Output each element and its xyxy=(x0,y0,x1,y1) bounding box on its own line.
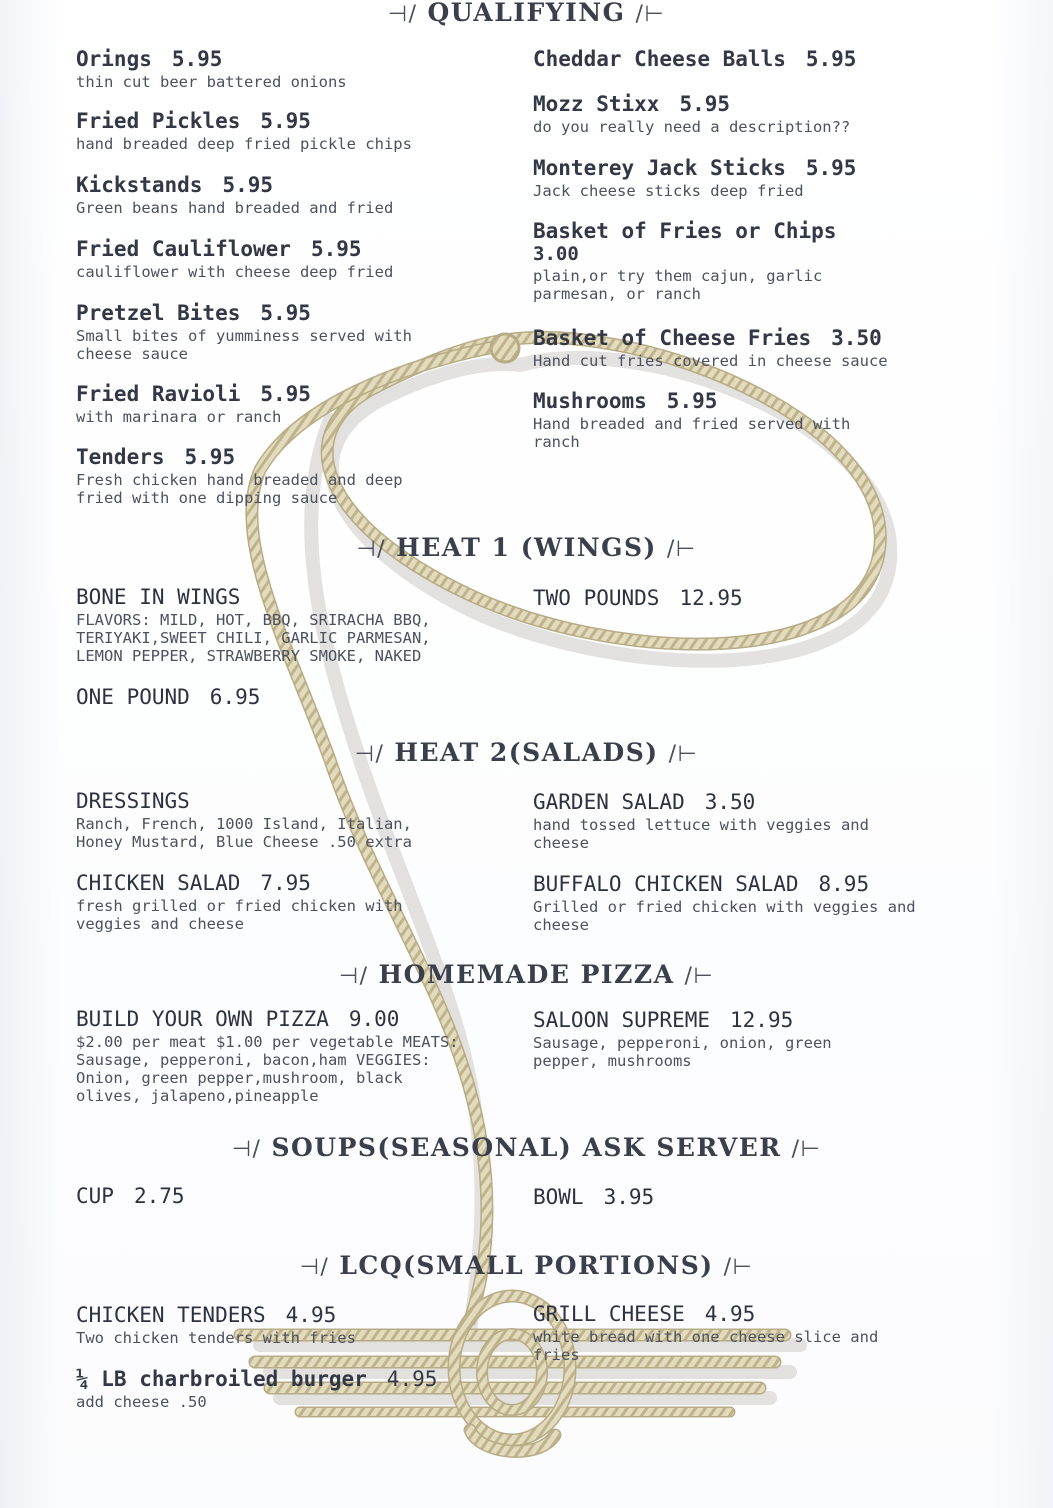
menu-item-burger xyxy=(76,1367,506,1411)
item-description: hand breaded deep fried pickle chips xyxy=(76,135,412,153)
menu-item-mushrooms xyxy=(533,389,903,451)
item-name: Basket of Cheese Fries xyxy=(533,326,812,350)
menu-item-basket-cheese-fries xyxy=(533,326,933,370)
menu-item-saloon-supreme xyxy=(533,1008,893,1070)
item-name: BONE IN WINGS xyxy=(76,585,241,609)
menu-item-grill-cheese xyxy=(533,1302,933,1364)
item-description: $2.00 per meat $1.00 per vegetable MEATS: Sausage, pepperoni, bacon,ham VEGGIES: Onion, green pepper,mushroom, black olives, jalapeno,pineapple xyxy=(76,1033,459,1105)
item-name: BUILD YOUR OWN PIZZA xyxy=(76,1007,329,1031)
menu-item-cup xyxy=(76,1184,496,1208)
section-heading-lcq: ⊣/ LCQ(SMALL PORTIONS) /⊢ xyxy=(299,1251,754,1280)
item-name: DRESSINGS xyxy=(76,789,190,813)
item-name: GARDEN SALAD xyxy=(533,790,685,814)
menu-item-fried-ravioli xyxy=(76,382,496,426)
item-name: SALOON SUPREME xyxy=(533,1008,711,1032)
item-description: thin cut beer battered onions xyxy=(76,73,347,91)
item-name: Fried Ravioli xyxy=(76,382,241,406)
item-price: 5.95 xyxy=(184,445,236,469)
item-description: plain,or try them cajun, garlic parmesan, or ranch xyxy=(533,267,823,303)
item-price: 5.95 xyxy=(310,237,362,261)
section-heading-qualifying: ⊣/ QUALIFYING /⊢ xyxy=(387,0,666,27)
item-name: Orings xyxy=(76,47,152,71)
item-price: 5.95 xyxy=(260,301,311,325)
item-description: with marinara or ranch xyxy=(76,408,282,426)
item-name: GRILL CHEESE xyxy=(533,1302,685,1326)
item-price: 9.00 xyxy=(348,1007,400,1031)
item-price: 6.95 xyxy=(209,685,261,709)
item-description: fresh grilled or fried chicken with veggies and cheese xyxy=(76,897,403,933)
menu-item-garden-salad xyxy=(533,790,923,852)
item-name: Mushrooms xyxy=(533,389,647,413)
item-description: Hand breaded and fried served with ranch xyxy=(533,415,851,451)
item-price: 3.50 xyxy=(831,326,882,350)
section-heading-soups: ⊣/ SOUPS(SEASONAL) ASK SERVER /⊢ xyxy=(231,1133,822,1162)
item-price: 5.95 xyxy=(171,47,223,71)
menu-item-bone-in-wings xyxy=(76,585,476,665)
item-price: 7.95 xyxy=(260,871,311,895)
item-name: CUP xyxy=(76,1184,114,1208)
item-description: Two chicken tenders with fries xyxy=(76,1329,356,1347)
item-description: add cheese .50 xyxy=(76,1393,207,1411)
item-name: Cheddar Cheese Balls xyxy=(533,47,786,71)
item-name: ONE POUND xyxy=(76,685,190,709)
item-name: CHICKEN SALAD xyxy=(76,871,241,895)
menu-item-orings xyxy=(76,47,496,91)
item-price: 5.95 xyxy=(805,156,857,180)
item-price: 3.95 xyxy=(603,1185,655,1209)
item-name: BUFFALO CHICKEN SALAD xyxy=(533,872,799,896)
item-name: Pretzel Bites xyxy=(76,301,241,325)
menu-item-buffalo-chicken-salad xyxy=(533,872,933,934)
section-heading-pizza: ⊣/ HOMEMADE PIZZA /⊢ xyxy=(338,960,715,989)
item-name: Tenders xyxy=(76,445,165,469)
menu-item-bowl xyxy=(533,1185,953,1209)
item-name: Monterey Jack Sticks xyxy=(533,156,786,180)
item-price: 2.75 xyxy=(133,1184,185,1208)
item-description: Small bites of yumminess served with cheese sauce xyxy=(76,327,412,363)
item-name: BOWL xyxy=(533,1185,584,1209)
menu-item-two-pounds xyxy=(533,586,953,610)
item-name: Mozz Stixx xyxy=(533,92,660,116)
item-price: 12.95 xyxy=(730,1008,794,1032)
item-price: 3.50 xyxy=(704,790,756,814)
menu-item-pretzel-bites xyxy=(76,301,456,363)
item-description: Green beans hand breaded and fried xyxy=(76,199,394,217)
menu-item-tenders xyxy=(76,445,446,507)
item-price: 5.95 xyxy=(666,389,718,413)
item-description: FLAVORS: MILD, HOT, BBQ, SRIRACHA BBQ, TERIYAKI,SWEET CHILI, GARLIC PARMESAN, LEMON PEPPER, STRAWBERRY SMOKE, NAKED xyxy=(76,611,431,665)
menu-item-build-your-own-pizza xyxy=(76,1007,476,1105)
menu-item-fried-cauliflower xyxy=(76,237,496,281)
item-name: Fried Cauliflower xyxy=(76,237,291,261)
menu-item-monterey-jack-sticks xyxy=(533,156,953,200)
menu-item-chicken-salad xyxy=(76,871,456,933)
item-description: cauliflower with cheese deep fried xyxy=(76,263,394,281)
item-price: 5.95 xyxy=(222,173,274,197)
item-description: Fresh chicken hand breaded and deep fried with one dipping sauce xyxy=(76,471,403,507)
item-description: hand tossed lettuce with veggies and cheese xyxy=(533,816,869,852)
menu-item-kickstands xyxy=(76,173,496,217)
item-name: TWO POUNDS xyxy=(533,586,660,610)
item-price: 4.95 xyxy=(704,1302,756,1326)
item-price: 5.95 xyxy=(805,47,857,71)
item-description: Hand cut fries covered in cheese sauce xyxy=(533,352,888,370)
item-name: Kickstands xyxy=(76,173,203,197)
menu-item-mozz-stixx xyxy=(533,92,953,136)
item-price: 4.95 xyxy=(285,1303,337,1327)
item-price: 12.95 xyxy=(679,586,743,610)
item-name: CHICKEN TENDERS xyxy=(76,1303,266,1327)
item-price: 5.95 xyxy=(260,382,311,406)
item-description: do you really need a description?? xyxy=(533,118,851,136)
menu-item-basket-fries xyxy=(533,219,893,303)
item-price: 8.95 xyxy=(818,872,870,896)
item-name: ¼ LB charbroiled burger xyxy=(76,1367,367,1391)
item-price: 5.95 xyxy=(679,92,731,116)
item-price: 5.95 xyxy=(260,109,311,133)
item-name: Basket of Fries or Chips xyxy=(533,219,837,243)
item-description: Sausage, pepperoni, onion, green pepper, mushrooms xyxy=(533,1034,832,1070)
menu-item-chicken-tenders xyxy=(76,1303,496,1347)
menu-item-cheddar-cheese-balls xyxy=(533,47,953,71)
menu-item-one-pound xyxy=(76,685,496,709)
section-heading-heat1: ⊣/ HEAT 1 (WINGS) /⊢ xyxy=(356,533,697,562)
item-description: Ranch, French, 1000 Island, Italian, Honey Mustard, Blue Cheese .50 extra xyxy=(76,815,412,851)
item-price: 3.00 xyxy=(533,243,579,265)
menu-item-dressings xyxy=(76,789,456,851)
item-description: Grilled or fried chicken with veggies and cheese xyxy=(533,898,916,934)
item-price: 4.95 xyxy=(386,1367,438,1391)
item-description: white bread with one cheese slice and fries xyxy=(533,1328,879,1364)
menu-item-fried-pickles xyxy=(76,109,496,153)
section-heading-heat2: ⊣/ HEAT 2(SALADS) /⊢ xyxy=(354,738,699,767)
item-name: Fried Pickles xyxy=(76,109,241,133)
item-description: Jack cheese sticks deep fried xyxy=(533,182,804,200)
